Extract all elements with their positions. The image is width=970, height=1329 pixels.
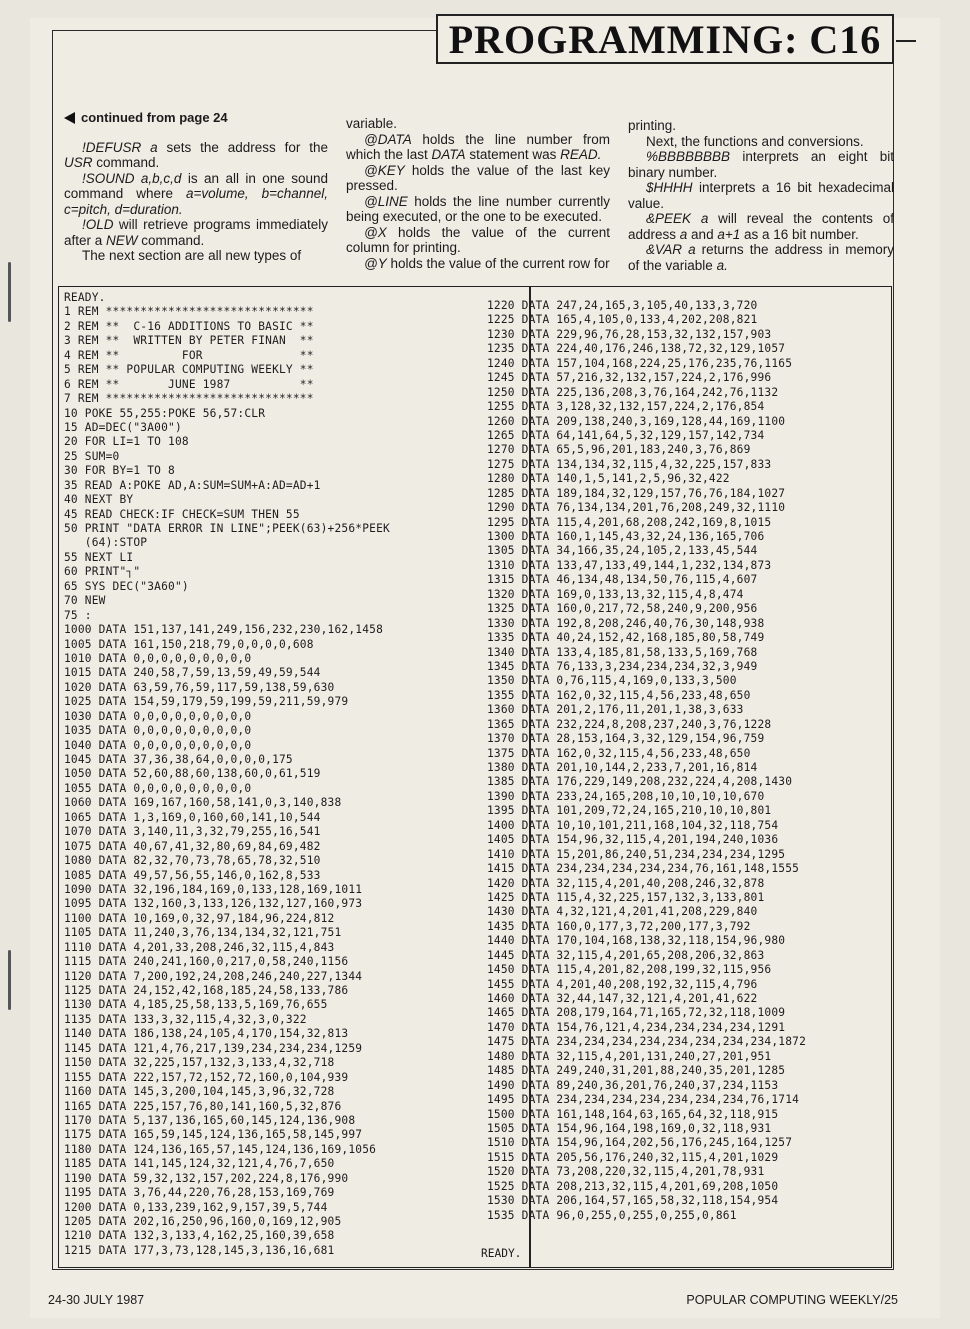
- code-line: 1220 DATA 247,24,165,3,105,40,133,3,720: [487, 299, 758, 312]
- code-line: 1480 DATA 32,115,4,201,131,240,27,201,951: [487, 1049, 772, 1063]
- footer-date: 24-30 JULY 1987: [48, 1293, 145, 1307]
- code-line: 2 REM ** C-16 ADDITIONS TO BASIC **: [64, 319, 314, 333]
- code-line: 1180 DATA 124,136,165,57,145,124,136,169,1056: [64, 1142, 377, 1156]
- code-line: 1420 DATA 32,115,4,201,40,208,246,32,878: [487, 876, 765, 890]
- code-line: 1450 DATA 115,4,201,82,208,199,32,115,956: [487, 963, 772, 977]
- code-line: 1135 DATA 133,3,32,115,4,32,3,0,322: [64, 1012, 307, 1026]
- text-run: as a 16 bit number.: [740, 226, 859, 242]
- text-run: interprets an eight bit binary number.: [628, 149, 894, 180]
- code-line: 1495 DATA 234,234,234,234,234,234,234,76,1714: [487, 1093, 800, 1107]
- article-paragraph: [346, 132, 610, 163]
- code-line: 1205 DATA 202,16,250,96,160,0,169,12,905: [64, 1215, 342, 1228]
- text-run: and: [687, 226, 718, 242]
- code-line: 1170 DATA 5,137,136,165,60,145,124,136,908: [64, 1113, 356, 1127]
- code-line: 1350 DATA 0,76,115,4,169,0,133,3,500: [487, 674, 737, 688]
- text-run: sets the address for the: [157, 139, 328, 155]
- article-paragraph: [346, 116, 610, 132]
- article-paragraph: [628, 211, 894, 242]
- code-line: 1100 DATA 10,169,0,32,97,184,96,224,812: [64, 911, 335, 925]
- code-line: 70 NEW: [64, 594, 106, 608]
- text-run: holds the value of the current column for printing.: [346, 224, 610, 255]
- code-line: 1195 DATA 3,76,44,220,76,28,153,169,769: [64, 1186, 335, 1200]
- code-line: 1235 DATA 224,40,176,246,138,72,32,129,1057: [487, 342, 786, 356]
- code-line: 1090 DATA 32,196,184,169,0,133,128,169,1011: [64, 882, 363, 896]
- code-line: 1085 DATA 49,57,56,55,146,0,162,8,533: [64, 868, 321, 882]
- text-run: printing.: [628, 118, 677, 133]
- code-line: 1230 DATA 229,96,76,28,153,32,132,157,903: [487, 327, 772, 341]
- text-run: &VAR a: [646, 242, 696, 257]
- text-run: returns the address in memory of the variable: [628, 242, 894, 273]
- code-line: 1405 DATA 154,96,32,115,4,201,194,240,1036: [487, 833, 779, 847]
- code-line: 1475 DATA 234,234,234,234,234,234,234,234,1872: [487, 1035, 807, 1049]
- code-line: 1215 DATA 177,3,73,128,145,3,136,16,681: [64, 1243, 335, 1257]
- code-line: 1305 DATA 34,166,35,24,105,2,133,45,544: [487, 544, 758, 558]
- code-line: 1255 DATA 3,128,32,132,157,224,2,176,854: [487, 400, 765, 414]
- title-rule: [896, 40, 916, 42]
- code-line: 1010 DATA 0,0,0,0,0,0,0,0,0: [64, 651, 252, 665]
- article-paragraph: [346, 256, 610, 272]
- text-run: a+1: [717, 226, 741, 242]
- left-arrow-icon: [64, 112, 75, 124]
- code-line: 1385 DATA 176,229,149,208,232,224,4,208,1430: [487, 775, 793, 789]
- code-line: 1075 DATA 40,67,41,32,80,69,84,69,482: [64, 839, 321, 853]
- article-paragraph: [628, 180, 894, 211]
- code-line: 1275 DATA 134,134,32,115,4,32,225,157,833: [487, 457, 772, 471]
- code-line: 1520 DATA 73,208,220,32,115,4,201,78,931: [487, 1165, 765, 1179]
- article-column-2: [346, 116, 610, 271]
- article-paragraph: [628, 118, 894, 134]
- code-line: 1485 DATA 249,240,31,201,88,240,35,201,1285: [487, 1064, 786, 1078]
- text-run: command.: [137, 232, 205, 248]
- code-line: 1280 DATA 140,1,5,141,2,5,96,32,422: [487, 472, 730, 486]
- code-line: 1175 DATA 165,59,145,124,136,165,58,145,997: [64, 1128, 363, 1142]
- code-line: 45 READ CHECK:IF CHECK=SUM THEN 55: [64, 507, 300, 521]
- code-line: 1330 DATA 192,8,208,246,40,76,30,148,938: [487, 616, 765, 630]
- code-line: 1370 DATA 28,153,164,3,32,129,154,96,759: [487, 732, 765, 746]
- article-paragraph: [64, 171, 328, 218]
- code-line: 1000 DATA 151,137,141,249,156,232,230,162,1458: [64, 623, 384, 637]
- code-line: 40 NEXT BY: [64, 493, 134, 507]
- article-paragraph: [64, 140, 328, 171]
- code-line: 1535 DATA 96,0,255,0,255,0,255,0,861: [487, 1208, 737, 1222]
- code-line: 1465 DATA 208,179,164,71,165,72,32,118,1009: [487, 1006, 786, 1020]
- code-line: 1095 DATA 132,160,3,133,126,132,127,160,973: [64, 897, 363, 911]
- code-line: 1530 DATA 206,164,57,165,58,32,118,154,954: [487, 1194, 779, 1208]
- code-line: 1260 DATA 209,138,240,3,169,128,44,169,1100: [487, 414, 786, 428]
- code-line: 65 SYS DEC("3A60"): [64, 579, 189, 593]
- code-line: 1020 DATA 63,59,76,59,117,59,138,59,630: [64, 680, 335, 694]
- text-run: holds the value of the current row for: [386, 255, 610, 271]
- code-line: 1310 DATA 133,47,133,49,144,1,232,134,873: [487, 558, 772, 572]
- article-paragraph: [64, 248, 328, 264]
- text-run: !OLD: [82, 217, 114, 232]
- code-line: 1325 DATA 160,0,217,72,58,240,9,200,956: [487, 602, 758, 616]
- code-line: 1360 DATA 201,2,176,11,201,1,38,3,633: [487, 703, 744, 717]
- listing-ready-prompt: READY.: [481, 1247, 522, 1260]
- code-line: 1315 DATA 46,134,48,134,50,76,115,4,607: [487, 573, 758, 587]
- text-run: a: [679, 226, 688, 242]
- code-line: 1160 DATA 145,3,200,104,145,3,96,32,728: [64, 1085, 335, 1099]
- code-line: 1510 DATA 154,96,164,202,56,176,245,164,1257: [487, 1136, 793, 1150]
- text-run: will reveal the contents of address: [628, 211, 894, 242]
- code-line: 1400 DATA 10,10,101,211,168,104,32,118,754: [487, 818, 779, 832]
- code-line: 1340 DATA 133,4,185,81,58,133,5,169,768: [487, 645, 758, 659]
- code-line: 55 NEXT LI: [64, 550, 134, 564]
- code-line: 1 REM ******************************: [64, 305, 314, 319]
- text-run: statement was: [465, 147, 561, 162]
- code-line: 1300 DATA 160,1,145,43,32,24,136,165,706: [487, 530, 765, 543]
- text-run: a.: [716, 257, 728, 273]
- code-line: 1525 DATA 208,213,32,115,4,201,69,208,1050: [487, 1179, 779, 1193]
- code-line: 1395 DATA 101,209,72,24,165,210,10,10,801: [487, 804, 772, 818]
- code-line: 1425 DATA 115,4,32,225,157,132,3,133,801: [487, 890, 765, 904]
- code-line: 1060 DATA 169,167,160,58,141,0,3,140,838: [64, 796, 342, 810]
- code-line: 1470 DATA 154,76,121,4,234,234,234,234,1291: [487, 1020, 786, 1034]
- code-line: 1035 DATA 0,0,0,0,0,0,0,0,0: [64, 724, 252, 738]
- code-line: 1500 DATA 161,148,164,63,165,64,32,118,915: [487, 1107, 779, 1121]
- code-line: 1145 DATA 121,4,76,217,139,234,234,234,1259: [64, 1041, 363, 1055]
- code-line: 5 REM ** POPULAR COMPUTING WEEKLY **: [64, 363, 314, 377]
- code-line: 1140 DATA 186,138,24,105,4,170,154,32,813: [64, 1027, 349, 1041]
- code-line: 1320 DATA 169,0,133,13,32,115,4,8,474: [487, 587, 744, 601]
- code-line: 1200 DATA 0,133,239,162,9,157,39,5,744: [64, 1200, 328, 1214]
- code-line: 1210 DATA 132,3,133,4,162,25,160,39,658: [64, 1229, 335, 1243]
- code-line: 1155 DATA 222,157,72,152,72,160,0,104,939: [64, 1070, 349, 1084]
- text-run: command.: [92, 155, 160, 170]
- code-line: 30 FOR BY=1 TO 8: [64, 464, 175, 478]
- code-line: 1270 DATA 65,5,96,201,183,240,3,76,869: [487, 443, 751, 457]
- code-line: 1335 DATA 40,24,152,42,168,185,80,58,749: [487, 631, 765, 645]
- code-line: 1045 DATA 37,36,38,64,0,0,0,0,175: [64, 753, 293, 766]
- code-line: 1440 DATA 170,104,168,138,32,118,154,96,980: [487, 934, 786, 948]
- listing-left-column: [64, 291, 390, 1258]
- text-run: interprets a 16 bit hexadecimal value.: [628, 180, 894, 211]
- article-paragraph: [628, 134, 894, 150]
- code-line: 50 PRINT "DATA ERROR IN LINE";PEEK(63)+256*PEEK: [64, 522, 390, 535]
- code-line: 1150 DATA 32,225,157,132,3,133,4,32,718: [64, 1056, 335, 1070]
- code-line: (64):STOP: [64, 536, 148, 550]
- footer-page-number: POPULAR COMPUTING WEEKLY/25: [686, 1293, 898, 1307]
- text-run: holds the line number currently being executed, or the one to be executed.: [346, 193, 610, 224]
- code-line: 75 :: [64, 608, 92, 622]
- article-paragraph: [628, 242, 894, 273]
- code-line: 25 SUM=0: [64, 449, 120, 463]
- text-run: The next section are all new types of: [82, 248, 302, 263]
- code-line: 1115 DATA 240,241,160,0,217,0,58,240,1156: [64, 955, 349, 969]
- code-line: 1490 DATA 89,240,36,201,76,240,37,234,1153: [487, 1078, 779, 1092]
- code-line: 1290 DATA 76,134,134,201,76,208,249,32,1110: [487, 501, 786, 515]
- article-paragraph: [628, 149, 894, 180]
- article-paragraph: [346, 225, 610, 256]
- continued-note: [64, 110, 328, 126]
- code-line: 1380 DATA 201,10,144,2,233,7,201,16,814: [487, 761, 758, 774]
- code-line: 1245 DATA 57,216,32,132,157,224,2,176,996: [487, 371, 772, 385]
- code-line: 1030 DATA 0,0,0,0,0,0,0,0,0: [64, 709, 252, 723]
- code-line: 1080 DATA 82,32,70,73,78,65,78,32,510: [64, 854, 321, 868]
- code-line: 1065 DATA 1,3,169,0,160,60,141,10,544: [64, 810, 321, 824]
- code-line: 15 AD=DEC("3A00"): [64, 420, 182, 434]
- article-paragraph: [64, 217, 328, 248]
- code-line: 1070 DATA 3,140,11,3,32,79,255,16,541: [64, 825, 321, 839]
- code-line: 1415 DATA 234,234,234,234,234,76,161,148,1555: [487, 862, 800, 876]
- article-paragraph: [346, 194, 610, 225]
- code-line: 1445 DATA 32,115,4,201,65,208,206,32,863: [487, 948, 765, 962]
- binding-mark: [8, 262, 11, 322]
- code-line: 1050 DATA 52,60,88,60,138,60,0,61,519: [64, 767, 321, 781]
- text-run: is an all in one sound command where: [64, 170, 329, 201]
- code-line: 1285 DATA 189,184,32,129,157,76,76,184,1027: [487, 486, 786, 500]
- code-line: 1025 DATA 154,59,179,59,199,59,211,59,979: [64, 695, 349, 709]
- text-run: holds the value of the last key pressed.: [346, 162, 610, 193]
- code-line: 1120 DATA 7,200,192,24,208,246,240,227,1344: [64, 969, 363, 983]
- text-run: %BBBBBBBB: [646, 149, 731, 164]
- code-line: 1430 DATA 4,32,121,4,201,41,208,229,840: [487, 905, 758, 919]
- code-line: 1240 DATA 157,104,168,224,25,176,235,76,1165: [487, 356, 793, 370]
- continued-text: continued from page 24: [81, 110, 228, 125]
- code-line: 1410 DATA 15,201,86,240,51,234,234,234,1295: [487, 847, 786, 861]
- code-line: 10 POKE 55,255:POKE 56,57:CLR: [64, 406, 266, 420]
- code-line: 60 PRINT"┐": [64, 565, 141, 579]
- code-line: 1295 DATA 115,4,201,68,208,242,169,8,1015: [487, 515, 772, 529]
- text-run: USR: [64, 155, 93, 170]
- code-line: 1190 DATA 59,32,132,157,202,224,8,176,990: [64, 1171, 349, 1185]
- code-line: 1040 DATA 0,0,0,0,0,0,0,0,0: [64, 738, 252, 752]
- code-line: 1375 DATA 162,0,32,115,4,56,233,48,650: [487, 746, 751, 760]
- text-run: !SOUND a,b,c,d: [82, 170, 182, 186]
- code-line: 1460 DATA 32,44,147,32,121,4,201,41,622: [487, 992, 758, 1005]
- text-run: !DEFUSR a: [82, 139, 158, 155]
- code-line: 1505 DATA 154,96,164,198,169,0,32,118,931: [487, 1121, 772, 1135]
- page-title: PROGRAMMING: C16: [436, 14, 894, 64]
- text-run: @DATA: [364, 131, 412, 147]
- code-line: 1365 DATA 232,224,8,208,237,240,3,76,1228: [487, 717, 772, 731]
- code-line: 1110 DATA 4,201,33,208,246,32,115,4,843: [64, 940, 335, 954]
- code-line: 1225 DATA 165,4,105,0,133,4,202,208,821: [487, 313, 758, 327]
- code-line: 1130 DATA 4,185,25,58,133,5,169,76,655: [64, 998, 328, 1012]
- code-line: 1250 DATA 225,136,208,3,76,164,242,76,1132: [487, 385, 779, 399]
- code-line: 1435 DATA 160,0,177,3,72,200,177,3,792: [487, 919, 751, 933]
- code-line: 7 REM ******************************: [64, 392, 314, 406]
- text-run: @KEY: [364, 162, 405, 178]
- code-line: 6 REM ** JUNE 1987 **: [64, 377, 314, 391]
- text-run: READ.: [560, 147, 602, 162]
- program-listing: [58, 286, 892, 1268]
- code-line: 1345 DATA 76,133,3,234,234,234,32,3,949: [487, 659, 758, 673]
- code-line: 1055 DATA 0,0,0,0,0,0,0,0,0: [64, 781, 252, 795]
- code-line: 1185 DATA 141,145,124,32,121,4,76,7,650: [64, 1157, 335, 1171]
- text-run: DATA: [431, 147, 466, 162]
- code-line: 1125 DATA 24,152,42,168,185,24,58,133,786: [64, 984, 349, 997]
- text-run: a=volume, b=channel, c=pitch, d=duration.: [64, 186, 328, 217]
- code-line: 1355 DATA 162,0,32,115,4,56,233,48,650: [487, 688, 751, 702]
- text-run: holds the line number from which the last: [346, 131, 610, 162]
- text-run: @Y: [364, 255, 387, 271]
- code-line: 1105 DATA 11,240,3,76,134,134,32,121,751: [64, 926, 342, 940]
- code-line: 1005 DATA 161,150,218,79,0,0,0,0,608: [64, 637, 314, 651]
- article-column-1: [64, 110, 328, 264]
- code-line: 1515 DATA 205,56,176,240,32,115,4,201,1029: [487, 1150, 779, 1164]
- code-line: 1390 DATA 233,24,165,208,10,10,10,10,670: [487, 789, 765, 803]
- text-run: will retrieve programs immediately after a: [64, 217, 328, 248]
- text-run: @LINE: [364, 193, 408, 209]
- code-line: 20 FOR LI=1 TO 108: [64, 435, 189, 449]
- text-run: $HHHH: [646, 180, 693, 195]
- text-run: variable.: [346, 116, 398, 131]
- text-run: Next, the functions and conversions.: [646, 133, 864, 149]
- code-line: 35 READ A:POKE AD,A:SUM=SUM+A:AD=AD+1: [64, 478, 321, 492]
- listing-right-column: [487, 299, 806, 1223]
- code-line: READY.: [64, 291, 106, 304]
- code-line: 1015 DATA 240,58,7,59,13,59,49,59,544: [64, 666, 321, 680]
- text-run: NEW: [106, 232, 138, 248]
- article-paragraph: [346, 163, 610, 194]
- text-run: @X: [364, 224, 387, 240]
- article-column-3: [628, 118, 894, 273]
- code-line: 3 REM ** WRITTEN BY PETER FINAN **: [64, 334, 314, 348]
- code-line: 4 REM ** FOR **: [64, 348, 314, 362]
- binding-mark: [8, 950, 11, 1010]
- code-line: 1265 DATA 64,141,64,5,32,129,157,142,734: [487, 428, 765, 442]
- text-run: &PEEK a: [646, 211, 709, 226]
- code-line: 1165 DATA 225,157,76,80,141,160,5,32,876: [64, 1099, 342, 1113]
- code-line: 1455 DATA 4,201,40,208,192,32,115,4,796: [487, 977, 758, 991]
